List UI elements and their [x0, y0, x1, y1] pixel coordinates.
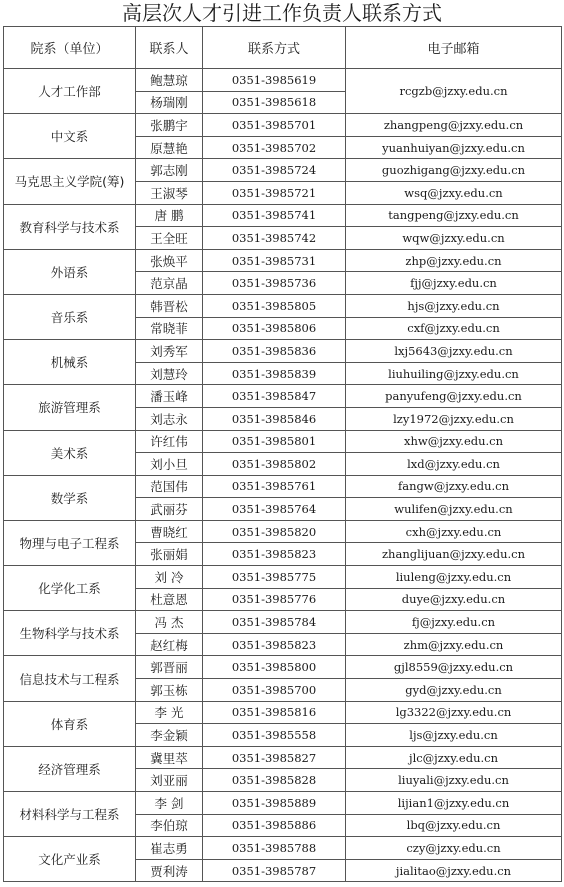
phone-cell: 0351-3985701	[203, 114, 346, 137]
email-cell[interactable]: liuyali@jzxy.edu.cn	[346, 769, 562, 792]
dept-cell: 生物科学与技术系	[4, 611, 136, 656]
contact-name-cell: 潘玉峰	[136, 385, 203, 408]
phone-cell: 0351-3985823	[203, 543, 346, 566]
phone-cell: 0351-3985776	[203, 588, 346, 611]
email-cell[interactable]: zhanglijuan@jzxy.edu.cn	[346, 543, 562, 566]
phone-cell: 0351-3985823	[203, 633, 346, 656]
contact-name-cell: 贾利涛	[136, 859, 203, 882]
phone-cell: 0351-3985839	[203, 362, 346, 385]
contact-name-cell: 常晓菲	[136, 317, 203, 340]
dept-cell: 化学化工系	[4, 566, 136, 611]
contact-name-cell: 冯 杰	[136, 611, 203, 634]
table-row	[4, 294, 562, 317]
phone-cell: 0351-3985801	[203, 430, 346, 453]
contact-name-cell: 冀里萃	[136, 746, 203, 769]
phone-cell: 0351-3985558	[203, 724, 346, 747]
dept-cell: 中文系	[4, 114, 136, 159]
email-cell[interactable]: cxh@jzxy.edu.cn	[346, 520, 562, 543]
email-cell[interactable]: liuleng@jzxy.edu.cn	[346, 566, 562, 589]
email-cell[interactable]: gyd@jzxy.edu.cn	[346, 679, 562, 702]
table-row	[4, 520, 562, 543]
dept-cell: 外语系	[4, 249, 136, 294]
phone-cell: 0351-3985775	[203, 566, 346, 589]
table-row	[4, 340, 562, 363]
table-row	[4, 611, 562, 634]
contact-name-cell: 刘小旦	[136, 453, 203, 476]
email-cell[interactable]: lg3322@jzxy.edu.cn	[346, 701, 562, 724]
email-cell[interactable]: xhw@jzxy.edu.cn	[346, 430, 562, 453]
dept-cell: 经济管理系	[4, 746, 136, 791]
phone-cell: 0351-3985827	[203, 746, 346, 769]
dept-cell: 音乐系	[4, 294, 136, 339]
phone-cell: 0351-3985805	[203, 294, 346, 317]
table-row	[4, 249, 562, 272]
contact-name-cell: 王淑琴	[136, 181, 203, 204]
contact-name-cell: 许红伟	[136, 430, 203, 453]
email-cell[interactable]: fangw@jzxy.edu.cn	[346, 475, 562, 498]
email-cell[interactable]: duye@jzxy.edu.cn	[346, 588, 562, 611]
table-body	[4, 69, 562, 882]
header-phone: 联系方式	[203, 27, 346, 69]
phone-cell: 0351-3985802	[203, 453, 346, 476]
table-row	[4, 385, 562, 408]
phone-cell: 0351-3985788	[203, 837, 346, 860]
header-dept: 院系（单位）	[4, 27, 136, 69]
dept-cell: 机械系	[4, 340, 136, 385]
phone-cell: 0351-3985889	[203, 792, 346, 815]
contact-table	[3, 26, 562, 882]
phone-cell: 0351-3985816	[203, 701, 346, 724]
contact-name-cell: 刘秀军	[136, 340, 203, 363]
email-cell[interactable]: czy@jzxy.edu.cn	[346, 837, 562, 860]
email-cell[interactable]: lxj5643@jzxy.edu.cn	[346, 340, 562, 363]
contact-name-cell: 刘亚丽	[136, 769, 203, 792]
email-cell[interactable]: wsq@jzxy.edu.cn	[346, 181, 562, 204]
dept-cell: 文化产业系	[4, 837, 136, 882]
email-cell[interactable]: zhangpeng@jzxy.edu.cn	[346, 114, 562, 137]
contact-name-cell: 曹晓红	[136, 520, 203, 543]
phone-cell: 0351-3985721	[203, 181, 346, 204]
email-cell[interactable]: fj@jzxy.edu.cn	[346, 611, 562, 634]
phone-cell: 0351-3985700	[203, 679, 346, 702]
contact-name-cell: 张鹏宇	[136, 114, 203, 137]
header-row	[4, 27, 562, 69]
table-row	[4, 746, 562, 769]
contact-name-cell: 武丽芬	[136, 498, 203, 521]
dept-cell: 物理与电子工程系	[4, 520, 136, 565]
phone-cell: 0351-3985800	[203, 656, 346, 679]
contact-name-cell: 原慧艳	[136, 136, 203, 159]
email-cell[interactable]: lzy1972@jzxy.edu.cn	[346, 407, 562, 430]
phone-cell: 0351-3985787	[203, 859, 346, 882]
contact-name-cell: 张焕平	[136, 249, 203, 272]
contact-name-cell: 李 剑	[136, 792, 203, 815]
email-cell[interactable]: tangpeng@jzxy.edu.cn	[346, 204, 562, 227]
phone-cell: 0351-3985847	[203, 385, 346, 408]
contact-name-cell: 崔志勇	[136, 837, 203, 860]
table-row	[4, 566, 562, 589]
phone-cell: 0351-3985724	[203, 159, 346, 182]
email-cell[interactable]: gjl8559@jzxy.edu.cn	[346, 656, 562, 679]
table-row	[4, 430, 562, 453]
email-cell[interactable]: zhm@jzxy.edu.cn	[346, 633, 562, 656]
table-row	[4, 656, 562, 679]
header-contact: 联系人	[136, 27, 203, 69]
email-cell[interactable]: yuanhuiyan@jzxy.edu.cn	[346, 136, 562, 159]
phone-cell: 0351-3985731	[203, 249, 346, 272]
email-cell[interactable]: lijian1@jzxy.edu.cn	[346, 792, 562, 815]
phone-cell: 0351-3985741	[203, 204, 346, 227]
contact-name-cell: 李 光	[136, 701, 203, 724]
email-cell[interactable]: panyufeng@jzxy.edu.cn	[346, 385, 562, 408]
contact-name-cell: 王全旺	[136, 227, 203, 250]
contact-name-cell: 李金颖	[136, 724, 203, 747]
contact-name-cell: 郭志刚	[136, 159, 203, 182]
phone-cell: 0351-3985702	[203, 136, 346, 159]
contact-name-cell: 郭玉栋	[136, 679, 203, 702]
phone-cell: 0351-3985836	[203, 340, 346, 363]
contact-name-cell: 杨瑞刚	[136, 91, 203, 114]
phone-cell: 0351-3985761	[203, 475, 346, 498]
email-cell[interactable]: jlc@jzxy.edu.cn	[346, 746, 562, 769]
contact-name-cell: 李伯琼	[136, 814, 203, 837]
contact-name-cell: 鲍慧琼	[136, 69, 203, 92]
contact-name-cell: 范国伟	[136, 475, 203, 498]
dept-cell: 马克思主义学院(筹)	[4, 159, 136, 204]
table-row	[4, 204, 562, 227]
phone-cell: 0351-3985742	[203, 227, 346, 250]
contact-name-cell: 杜意恩	[136, 588, 203, 611]
table-row	[4, 114, 562, 137]
phone-cell: 0351-3985846	[203, 407, 346, 430]
header-email: 电子邮箱	[346, 27, 562, 69]
table-row	[4, 792, 562, 815]
phone-cell: 0351-3985619	[203, 69, 346, 92]
table-row	[4, 69, 562, 92]
contact-name-cell: 韩晋松	[136, 294, 203, 317]
phone-cell: 0351-3985820	[203, 520, 346, 543]
phone-cell: 0351-3985806	[203, 317, 346, 340]
dept-cell: 材料科学与工程系	[4, 792, 136, 837]
phone-cell: 0351-3985784	[203, 611, 346, 634]
email-cell[interactable]: rcgzb@jzxy.edu.cn	[346, 69, 562, 114]
dept-cell: 人才工作部	[4, 69, 136, 114]
contact-name-cell: 赵红梅	[136, 633, 203, 656]
email-cell[interactable]: hjs@jzxy.edu.cn	[346, 294, 562, 317]
dept-cell: 信息技术与工程系	[4, 656, 136, 701]
dept-cell: 旅游管理系	[4, 385, 136, 430]
contact-name-cell: 刘 冷	[136, 566, 203, 589]
dept-cell: 体育系	[4, 701, 136, 746]
dept-cell: 教育科学与技术系	[4, 204, 136, 249]
email-cell[interactable]: wulifen@jzxy.edu.cn	[346, 498, 562, 521]
email-cell[interactable]: ljs@jzxy.edu.cn	[346, 724, 562, 747]
email-cell[interactable]: lbq@jzxy.edu.cn	[346, 814, 562, 837]
email-cell[interactable]: jialitao@jzxy.edu.cn	[346, 859, 562, 882]
contact-name-cell: 郭晋丽	[136, 656, 203, 679]
phone-cell: 0351-3985764	[203, 498, 346, 521]
phone-cell: 0351-3985736	[203, 272, 346, 295]
contact-name-cell: 范京晶	[136, 272, 203, 295]
dept-cell: 美术系	[4, 430, 136, 475]
email-cell[interactable]: wqw@jzxy.edu.cn	[346, 227, 562, 250]
contact-name-cell: 刘志永	[136, 407, 203, 430]
email-cell[interactable]: cxf@jzxy.edu.cn	[346, 317, 562, 340]
table-row	[4, 837, 562, 860]
email-cell[interactable]: liuhuiling@jzxy.edu.cn	[346, 362, 562, 385]
email-cell[interactable]: zhp@jzxy.edu.cn	[346, 249, 562, 272]
table-row	[4, 159, 562, 182]
table-row	[4, 701, 562, 724]
phone-cell: 0351-3985886	[203, 814, 346, 837]
page-title: 高层次人才引进工作负责人联系方式	[122, 1, 442, 25]
dept-cell: 数学系	[4, 475, 136, 520]
contact-name-cell: 刘慧玲	[136, 362, 203, 385]
contact-name-cell: 张丽娟	[136, 543, 203, 566]
email-cell[interactable]: lxd@jzxy.edu.cn	[346, 453, 562, 476]
email-cell[interactable]: fjj@jzxy.edu.cn	[346, 272, 562, 295]
contact-name-cell: 唐 鹏	[136, 204, 203, 227]
table-row	[4, 475, 562, 498]
phone-cell: 0351-3985618	[203, 91, 346, 114]
phone-cell: 0351-3985828	[203, 769, 346, 792]
email-cell[interactable]: guozhigang@jzxy.edu.cn	[346, 159, 562, 182]
